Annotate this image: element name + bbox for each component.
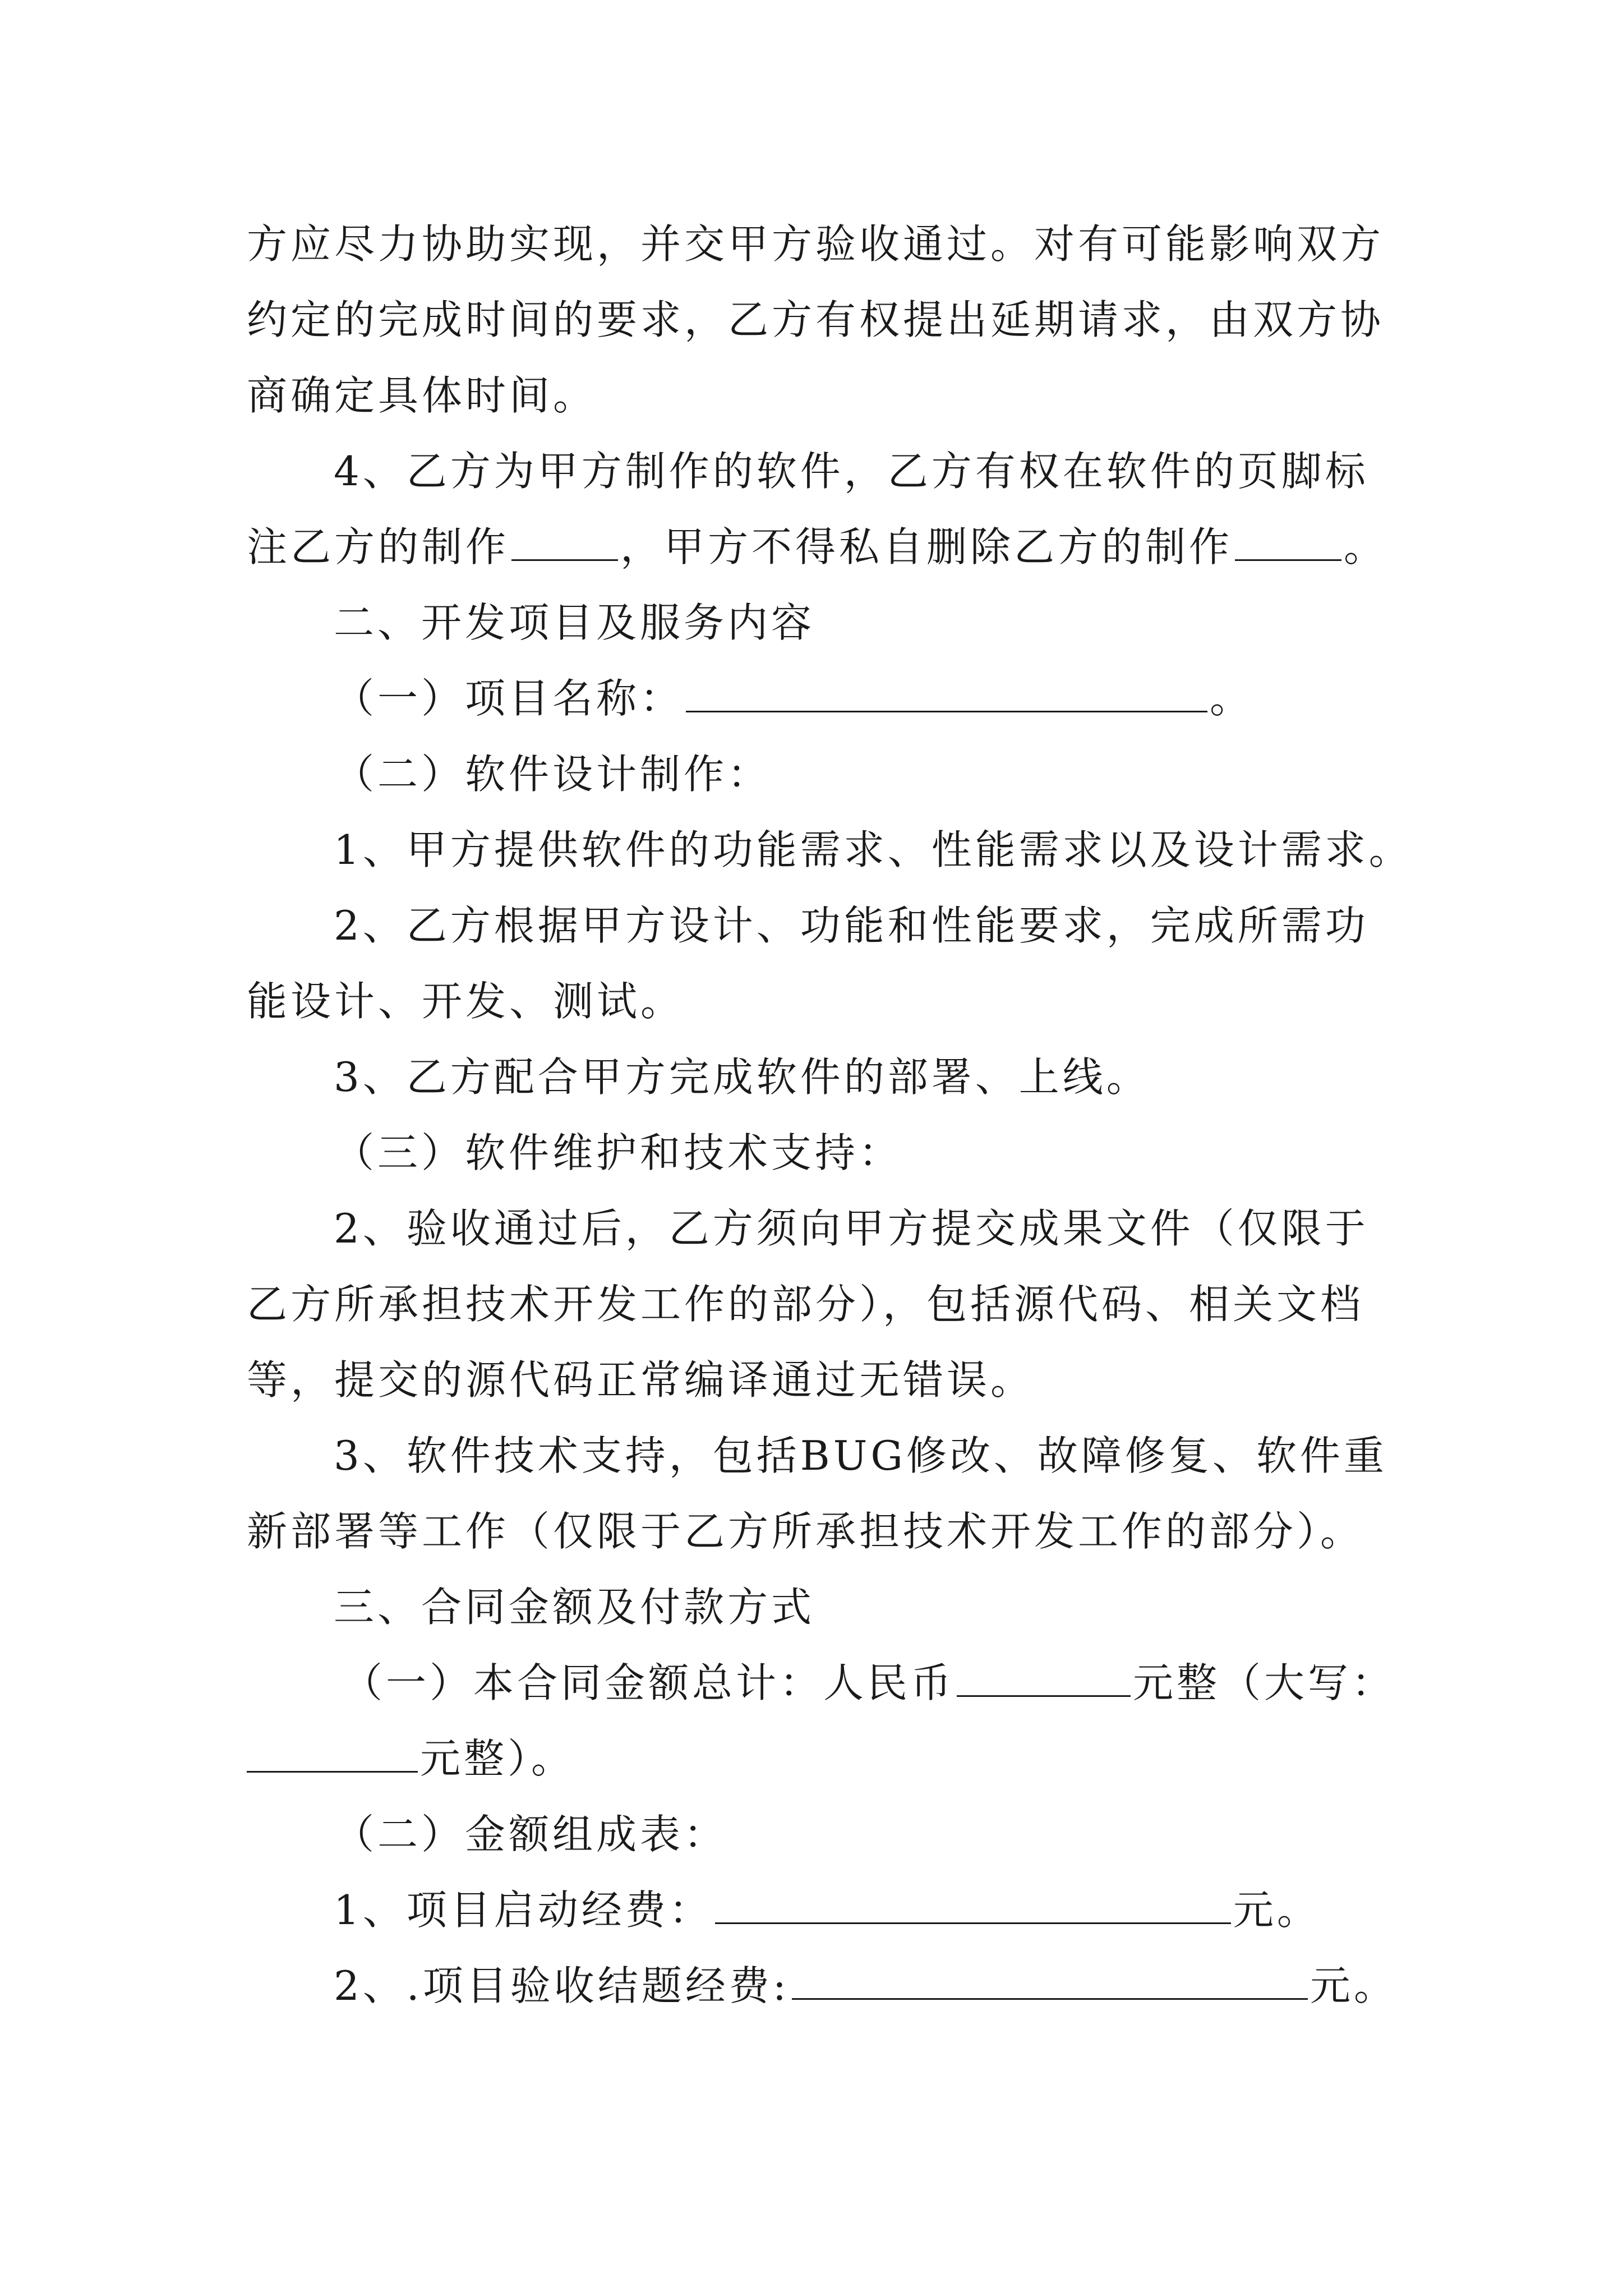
text-line-with-blanks: [247, 1731, 575, 1787]
text-line: 商确定具体时间。: [247, 372, 597, 419]
text-line: 约定的完成时间的要求，乙方有权提出延期请求，由双方协: [247, 296, 1385, 343]
text-segment: 元整（大写：: [1133, 1659, 1396, 1706]
subsection-heading: （二）金额组成表：: [334, 1811, 728, 1858]
text-segment: （一）项目名称：: [334, 675, 684, 722]
text-line: 新部署等工作（仅限于乙方所承担技术开发工作的部分）。: [247, 1508, 1364, 1555]
text-segment: ，甲方不得私自删除乙方的制作: [620, 523, 1233, 570]
text-segment: 元。: [1233, 1887, 1321, 1934]
fill-in-blank: [511, 526, 618, 561]
text-line: 4、乙方为甲方制作的软件，乙方有权在软件的页脚标: [334, 448, 1369, 495]
amount-blank: [957, 1662, 1131, 1697]
text-line-with-blanks: [247, 519, 1387, 575]
fill-in-blank: [1235, 526, 1341, 561]
subsection-heading: （二）软件设计制作：: [334, 751, 772, 798]
text-segment: 元。: [1310, 1962, 1398, 2009]
startup-fee-blank: [715, 1889, 1231, 1924]
text-line: 乙方所承担技术开发工作的部分），包括源代码、相关文档: [247, 1281, 1364, 1328]
text-line: 方应尽力协助实现，并交甲方验收通过。对有可能影响双方: [247, 220, 1385, 268]
text-line: 等，提交的源代码正常编译通过无错误。: [247, 1356, 1035, 1404]
text-segment: 1、项目启动经费：: [334, 1887, 713, 1934]
text-line: 2、乙方根据甲方设计、功能和性能要求，完成所需功: [334, 902, 1369, 949]
project-name-blank: [686, 677, 1207, 712]
text-line: 2、验收通过后，乙方须向甲方提交成果文件（仅限于: [334, 1205, 1369, 1252]
text-line-with-blanks: [334, 1958, 1398, 2014]
text-line: 能设计、开发、测试。: [247, 978, 685, 1025]
text-segment: 。: [1210, 675, 1254, 722]
text-segment: 元整）。: [420, 1735, 575, 1782]
text-line-with-blanks: [334, 670, 1253, 726]
subsection-heading: （三）软件维护和技术支持：: [334, 1129, 903, 1176]
section-heading: 二、开发项目及服务内容: [334, 599, 815, 646]
acceptance-fee-blank: [792, 1964, 1308, 2000]
section-heading: 三、合同金额及付款方式: [334, 1584, 815, 1631]
amount-uppercase-blank: [247, 1737, 418, 1773]
text-segment: 注乙方的制作: [247, 523, 510, 570]
text-segment: 。: [1344, 523, 1388, 570]
text-line-with-blanks: [334, 1882, 1321, 1938]
text-line: 3、软件技术支持，包括BUG修改、故障修复、软件重: [334, 1432, 1387, 1479]
text-line: 1、甲方提供软件的功能需求、性能需求以及设计需求。: [334, 826, 1413, 873]
text-line: 3、乙方配合甲方完成软件的部署、上线。: [334, 1053, 1150, 1101]
text-segment: （一）本合同金额总计：人民币: [342, 1659, 955, 1706]
text-line-with-blanks: [342, 1655, 1395, 1711]
text-segment: 2、.项目验收结题经费:: [334, 1962, 790, 2009]
